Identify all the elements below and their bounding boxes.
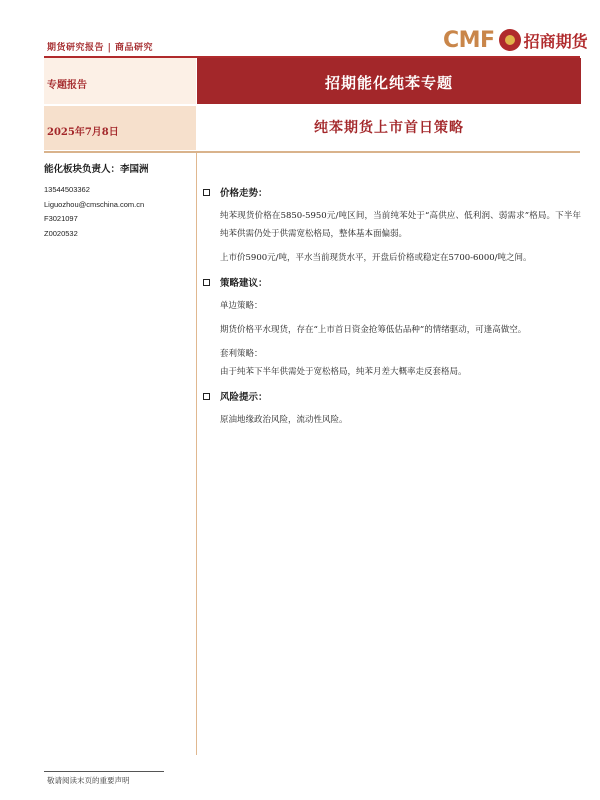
logo-emblem-icon: [499, 29, 521, 51]
checkbox-bullet-icon: [203, 279, 210, 286]
analyst-license-f: F3021097: [44, 214, 78, 223]
report-category: 期货研究报告 | 商品研究: [47, 43, 154, 53]
company-logo: [443, 22, 588, 58]
paragraph: 由于纯苯下半年供需处于宽松格局，纯苯月差大概率走反套格局。: [220, 367, 467, 377]
analyst-label: 能化板块负责人：李国洲: [44, 164, 149, 175]
section-heading: 策略建议：: [220, 278, 268, 289]
series-title: 招期能化纯苯专题: [324, 74, 453, 92]
column-divider: [196, 153, 197, 755]
checkbox-bullet-icon: [203, 189, 210, 196]
logo-cmf-text: CMF: [443, 27, 495, 53]
footer-rule: [44, 771, 164, 772]
section-price-trend: [203, 183, 581, 267]
analyst-info: [44, 161, 194, 241]
paragraph: 原油地缘政治风险，流动性风险。: [220, 415, 348, 425]
section-risk: [203, 387, 581, 429]
report-type: 专题报告: [47, 80, 87, 91]
report-body: [203, 183, 581, 435]
logo-company-name: 招商期货: [523, 31, 588, 51]
page-title: 纯苯期货上市首日策略: [314, 120, 464, 136]
paragraph: 期货价格平水现货，存在“上市首日资金抢筹低估品种”的情绪驱动，可逢高做空。: [220, 325, 527, 335]
title-rule: [44, 151, 580, 153]
report-date: 2025年7月8日: [47, 127, 119, 138]
paragraph: 上市价5900元/吨，平水当前现货水平，开盘后价格或稳定在5700-6000/吨之间。: [220, 253, 532, 263]
analyst-license-z: Z0020532: [44, 228, 78, 238]
checkbox-bullet-icon: [203, 393, 210, 400]
paragraph: 套利策略：: [220, 349, 263, 359]
section-strategy: [203, 273, 581, 381]
analyst-email[interactable]: Liguozhou@cmschina.com.cn: [44, 199, 145, 209]
section-heading: 风险提示：: [220, 392, 268, 403]
footer-disclaimer: 敬请阅读末页的重要声明: [47, 776, 130, 785]
paragraph: 纯苯现货价格在5850-5950元/吨区间，当前纯苯处于“高供应、低利润、弱需求”格局。下半年纯苯供需仍处于供需宽松格局，整体基本面偏弱。: [220, 211, 581, 239]
section-heading: 价格走势：: [220, 188, 268, 199]
paragraph: 单边策略：: [220, 301, 263, 311]
analyst-phone: 13544503362: [44, 185, 90, 194]
